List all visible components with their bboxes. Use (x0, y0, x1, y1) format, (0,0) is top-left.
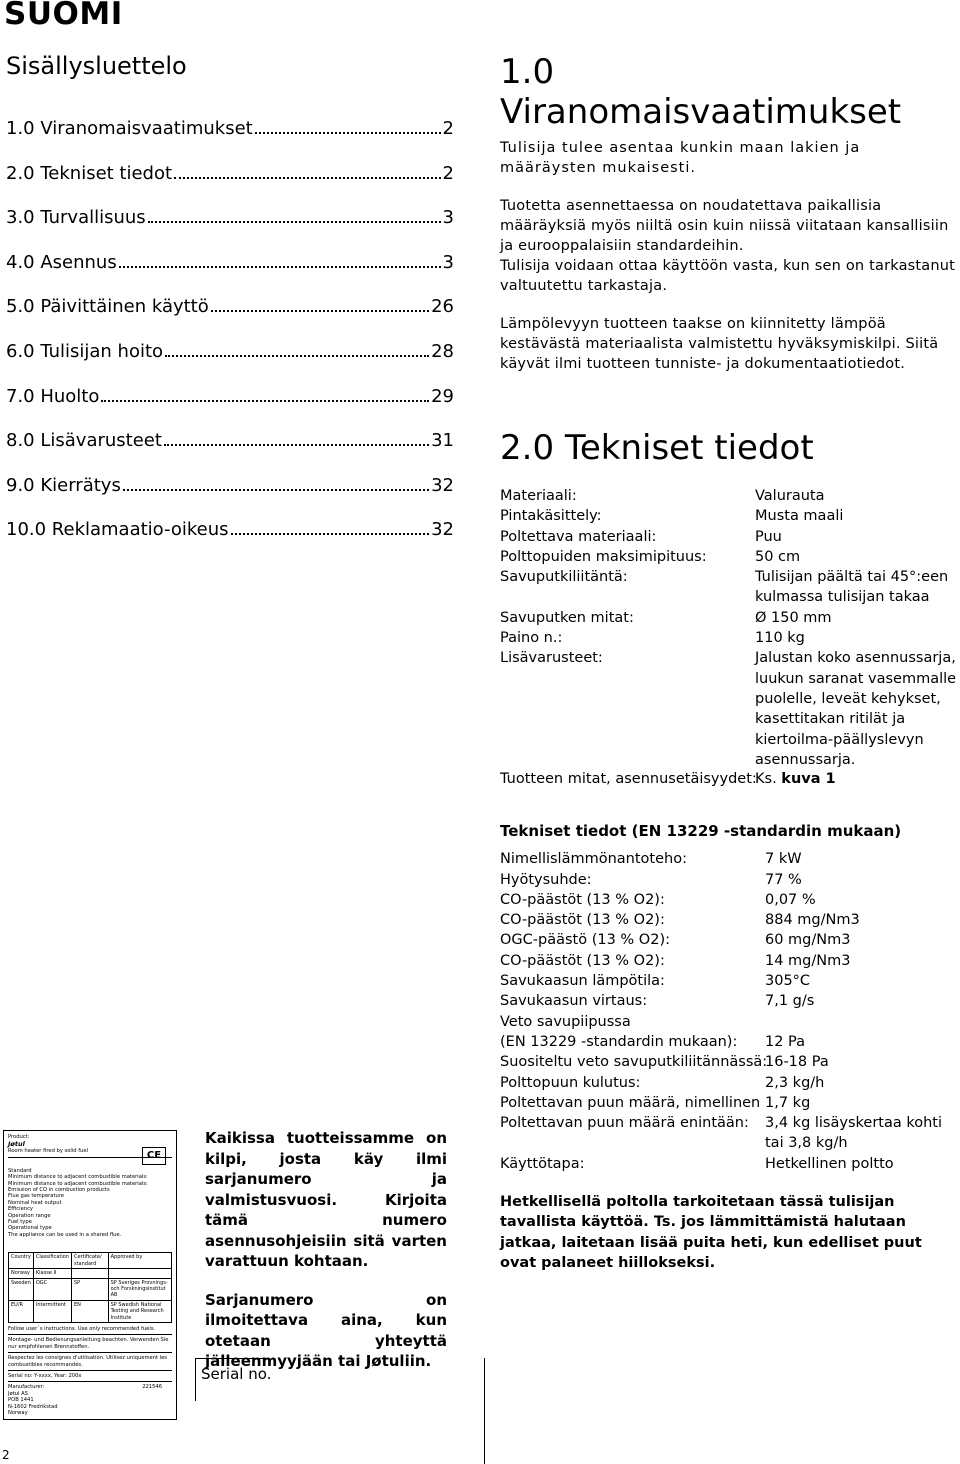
plate-table-cell: SP (71, 1278, 108, 1300)
plate-description: Room heater fired by solid fuel (8, 1148, 88, 1155)
plate-brand: Jøtul (8, 1140, 25, 1149)
plate-instruction: Respectez les consignes d'utilisation. Utilisez uniquement les combustibles recommandés. (8, 1355, 168, 1368)
tech-label: Nimellislämmönantoteho: (500, 851, 687, 868)
plate-table-cell: SP Sveriges Provnings- och Forskningsinstitut AB (108, 1278, 171, 1300)
plate-line: Operational type (8, 1225, 52, 1232)
plate-table-row (9, 1269, 172, 1278)
plate-table-cell: SP Swedish National Testing and Research Institute (108, 1300, 171, 1322)
tech-label: Polttopuun kulutus: (500, 1074, 641, 1091)
tech-row (500, 1032, 958, 1052)
toc-item[interactable] (6, 430, 454, 475)
plate-table-header: Approved by (108, 1253, 171, 1269)
tech-value (765, 1012, 958, 1032)
language-heading: SUOMI (4, 0, 123, 32)
toc-leader-dots (101, 400, 429, 402)
toc-item-label: 2.0 Tekniset tiedot (6, 162, 173, 184)
tech-value: 2,3 kg/h (765, 1074, 825, 1091)
plate-instruction: Montage- und Bedienungsanleitung beachten. Verwenden Sie nur empfohlenen Brennstoffen. (8, 1337, 169, 1350)
plate-line: Minimum distance to adjacent combustible materials: (8, 1174, 148, 1181)
toc-item-page: 3 (442, 251, 454, 273)
tech-row (500, 1093, 958, 1113)
technical-data-heading: Tekniset tiedot (EN 13229 -standardin mukaan) (500, 822, 902, 840)
tech-row (500, 849, 958, 869)
plate-line: Flue gas temperature (8, 1193, 64, 1200)
spec-label: Polttopuiden maksimipituus: (500, 548, 707, 565)
serial-field-line (484, 1358, 485, 1464)
plate-manufacturer (8, 1391, 172, 1417)
plate-table-header: Classification (33, 1253, 71, 1269)
intermittent-note: Hetkellisellä poltolla tarkoitetaan tässä tulisijan tavallista käyttöä. Ts. jos lämmittämistä halutaan jatkaa, laitetaan lisää puita heti, kun edelliset puut ovat palaneet hiillokseksi. (500, 1194, 922, 1271)
spec-row (500, 567, 958, 608)
plate-line: Operation range (8, 1212, 51, 1219)
paragraph: Tuotetta asennettaessa on noudatettava paikallisia määräyksiä myös niiltä osin kuin niissä viitataan kansallisiin ja eurooppalaisiin standardeihin. (500, 198, 949, 254)
paragraph: Tulisija voidaan ottaa käyttöön vasta, kun sen on tarkastanut valtuutettu tarkastaja. (500, 258, 956, 294)
tech-label: CO-päästöt (13 % O2): (500, 912, 665, 929)
spec-label: Savuputkiliitäntä: (500, 569, 628, 586)
spec-list (500, 486, 958, 770)
toc-item-page: 31 (431, 430, 454, 452)
spec-label: Lisävarusteet: (500, 650, 603, 667)
toc-item[interactable] (6, 118, 454, 163)
tech-label: Savukaasun lämpötila: (500, 973, 665, 990)
toc-title: Sisällysluettelo (6, 52, 187, 80)
toc-item-label: 10.0 Reklamaatio-oikeus (6, 519, 229, 541)
toc-item[interactable] (6, 519, 454, 564)
table-of-contents (6, 118, 454, 564)
plate-manufacturer-line: N-1602 Fredrikstad (8, 1403, 58, 1410)
data-plate (3, 1130, 177, 1420)
tech-label: CO-päästöt (13 % O2): (500, 891, 665, 908)
tech-row (500, 1012, 958, 1032)
section-2 (500, 428, 958, 468)
paragraph: Kaikissa tuotteissamme on kilpi, josta käy ilmi sarjanumero ja valmistusvuosi. Kirjoita tämä numero asennusohjeisiin sitä varten varattuun kohtaan. (205, 1129, 447, 1270)
page-number: 2 (2, 1448, 10, 1462)
spec-value: Ø 150 mm (755, 609, 832, 626)
plate-manufacturer-line: Jøtul AS (8, 1390, 28, 1397)
spec-value: Musta maali (755, 508, 844, 525)
plate-table-row (9, 1300, 172, 1322)
tech-value: 884 mg/Nm3 (765, 912, 860, 929)
plate-product-label: Product: (8, 1134, 30, 1140)
spec-row (500, 547, 958, 567)
spec-label: Paino n.: (500, 630, 563, 647)
tech-label: CO-päästöt (13 % O2): (500, 952, 665, 969)
plate-manufacturer-line: Norway (8, 1410, 28, 1416)
tech-value: 0,07 % (765, 891, 816, 908)
plate-table-header: Country (9, 1253, 34, 1269)
spec-label: Materiaali: (500, 488, 577, 504)
section-1 (500, 52, 958, 374)
tech-row (500, 870, 958, 890)
plate-code: 221546 (142, 1384, 162, 1391)
serial-info (205, 1128, 447, 1390)
technical-data (500, 821, 958, 1174)
tech-value: 60 mg/Nm3 (765, 932, 851, 949)
spec-label: Pintakäsittely: (500, 508, 602, 525)
tech-label: Poltettavan puun määrä, nimellinen (500, 1094, 761, 1111)
spec-value: Tulisijan päältä tai 45°:een kulmassa tulisijan takaa (755, 569, 949, 606)
plate-line: Nominal heat output (8, 1199, 62, 1206)
spec-value: Ks. kuva 1 (755, 771, 836, 787)
plate-table-header: Certificate/ standard (71, 1253, 108, 1269)
tech-label: OGC-päästö (13 % O2): (500, 932, 670, 949)
tech-value: 7,1 g/s (765, 993, 815, 1010)
toc-leader-dots (164, 444, 429, 446)
toc-item[interactable] (6, 252, 454, 297)
tech-value: Hetkellinen poltto (765, 1155, 894, 1172)
plate-manufacturer-label: Manufacturer: (8, 1384, 45, 1391)
plate-table-row (9, 1278, 172, 1300)
technical-data-rows (500, 849, 958, 1174)
toc-leader-dots (165, 355, 429, 357)
tech-row (500, 1113, 958, 1154)
toc-leader-dots (174, 177, 440, 179)
spec-value: 50 cm (755, 548, 801, 565)
plate-table-cell: OGC (33, 1278, 71, 1300)
toc-item-label: 9.0 Kierrätys (6, 474, 121, 496)
plate-line: Fuel type (8, 1219, 32, 1226)
plate-line: Emission of CO in combustion products (8, 1187, 110, 1194)
tech-row (500, 951, 958, 971)
toc-item-page: 2 (442, 162, 454, 184)
plate-serial: Serial no: Y-xxxx, Year: 200x (8, 1372, 82, 1379)
plate-table-cell: Klasse II (33, 1269, 71, 1278)
spec-row (500, 648, 958, 770)
toc-item-page: 29 (431, 385, 454, 407)
tech-value: 77 % (765, 871, 802, 888)
serial-label: Serial no. (201, 1365, 272, 1383)
plate-table-cell: Intermittent (33, 1300, 71, 1322)
tech-label: Suositeltu veto savuputkiliitännässä: (500, 1054, 768, 1071)
plate-line: Minimum distance to adjacent combustible materials: (8, 1180, 148, 1187)
tech-label: Poltettavan puun määrä enintään: (500, 1115, 749, 1132)
spec-row (500, 486, 958, 506)
toc-item-label: 3.0 Turvallisuus (6, 207, 146, 229)
spec-label: Poltettava materiaali: (500, 528, 657, 545)
ce-mark-icon: CE (142, 1147, 166, 1165)
toc-item-label: 1.0 Viranomaisvaatimukset (6, 118, 253, 139)
toc-item[interactable] (6, 341, 454, 386)
section-1-body (500, 138, 958, 374)
figure-ref: kuva 1 (781, 771, 836, 787)
tech-row (500, 1073, 958, 1093)
tech-row (500, 910, 958, 930)
toc-item[interactable] (6, 296, 454, 341)
dimensions-row (500, 769, 958, 789)
toc-item-label: 5.0 Päivittäinen käyttö (6, 296, 209, 318)
toc-item-label: 6.0 Tulisijan hoito (6, 340, 164, 362)
plate-line: Standard (8, 1167, 32, 1174)
plate-table (8, 1252, 172, 1323)
tech-row (500, 1154, 958, 1174)
toc-leader-dots (211, 310, 429, 312)
toc-item[interactable] (6, 207, 454, 252)
tech-row (500, 1052, 958, 1072)
plate-table-cell: Sweden (9, 1278, 34, 1300)
toc-item-label: 4.0 Asennus (6, 251, 117, 273)
tech-value: 3,4 kg lisäyskertaa kohti tai 3,8 kg/h (765, 1115, 942, 1152)
spec-value: Valurauta (755, 488, 825, 504)
tech-value: 305°C (765, 973, 811, 990)
spec-row (500, 527, 958, 547)
spec-value: Jalustan koko asennussarja, luukun saranat vasemmalle puolelle, leveät kehykset, kasettitakan ritilät ja kiertoilma-päällyslevyn asennussarja. (755, 650, 957, 768)
plate-line: Efficiency (8, 1206, 33, 1213)
toc-leader-dots (123, 489, 429, 491)
plate-line: The appliance can be used in a shared flue. (8, 1231, 122, 1238)
section-2-title: 2.0 Tekniset tiedot (500, 428, 814, 468)
toc-leader-dots (231, 533, 430, 535)
toc-item-page: 26 (431, 296, 454, 318)
tech-value: 12 Pa (765, 1033, 806, 1050)
toc-item-page: 28 (431, 340, 454, 362)
toc-item[interactable] (6, 163, 454, 208)
plate-table-cell: Norway (9, 1269, 34, 1278)
toc-item-page: 32 (431, 474, 454, 496)
tech-label: Käyttötapa: (500, 1155, 585, 1172)
spec-row (500, 628, 958, 648)
toc-item-page: 3 (442, 207, 454, 229)
section-1-title: 1.0 Viranomaisvaatimukset (500, 52, 902, 132)
spec-label: Savuputken mitat: (500, 609, 634, 626)
tech-row (500, 890, 958, 910)
paragraph: Sarjanumero on ilmoitettava aina, kun otetaan yhteyttä jälleenmyyjään tai Jøtuliin. (205, 1290, 447, 1370)
tech-row (500, 991, 958, 1011)
plate-manufacturer-line: POB 1441 (8, 1397, 34, 1404)
toc-leader-dots (119, 266, 441, 268)
plate-table-cell (108, 1269, 171, 1278)
tech-value: 16-18 Pa (765, 1054, 829, 1071)
tech-label: Veto savupiipussa (500, 1013, 631, 1030)
tech-value: 7 kW (765, 851, 802, 868)
spec-row (500, 608, 958, 628)
tech-row (500, 971, 958, 991)
toc-item-page: 32 (431, 519, 454, 541)
tech-value: 14 mg/Nm3 (765, 952, 851, 969)
toc-item-label: 7.0 Huolto (6, 385, 100, 407)
spec-value: Puu (755, 528, 782, 545)
toc-item-page: 2 (442, 118, 454, 139)
toc-item-label: 8.0 Lisävarusteet (6, 430, 162, 452)
spec-label: Tuotteen mitat, asennusetäisyydet: (500, 771, 757, 787)
toc-item[interactable] (6, 386, 454, 431)
tech-label: Hyötysuhde: (500, 871, 592, 888)
plate-table-cell (71, 1269, 108, 1278)
tech-label: (EN 13229 -standardin mukaan): (500, 1033, 738, 1050)
spec-row (500, 506, 958, 526)
tech-row (500, 930, 958, 950)
tech-label: Savukaasun virtaus: (500, 993, 648, 1010)
paragraph: Tulisija tulee asentaa kunkin maan lakien ja määräysten mukaisesti. (500, 140, 861, 176)
plate-lines (8, 1168, 172, 1238)
plate-instruction: Follow user´s instructions. Use only recommended fuels. (8, 1325, 156, 1332)
toc-item[interactable] (6, 475, 454, 520)
spec-value: 110 kg (755, 630, 805, 647)
toc-leader-dots (255, 132, 441, 134)
toc-leader-dots (148, 221, 441, 223)
tech-value: 1,7 kg (765, 1094, 811, 1111)
plate-table-cell: EU/R (9, 1300, 34, 1322)
paragraph: Lämpölevyyn tuotteen taakse on kiinnitetty lämpöä kestävästä materiaalista valmistettu hyväksymiskilpi. Siitä käyvät ilmi tuotteen tunniste- ja dokumentaatiotiedot. (500, 316, 939, 372)
plate-table-cell: EN (71, 1300, 108, 1322)
